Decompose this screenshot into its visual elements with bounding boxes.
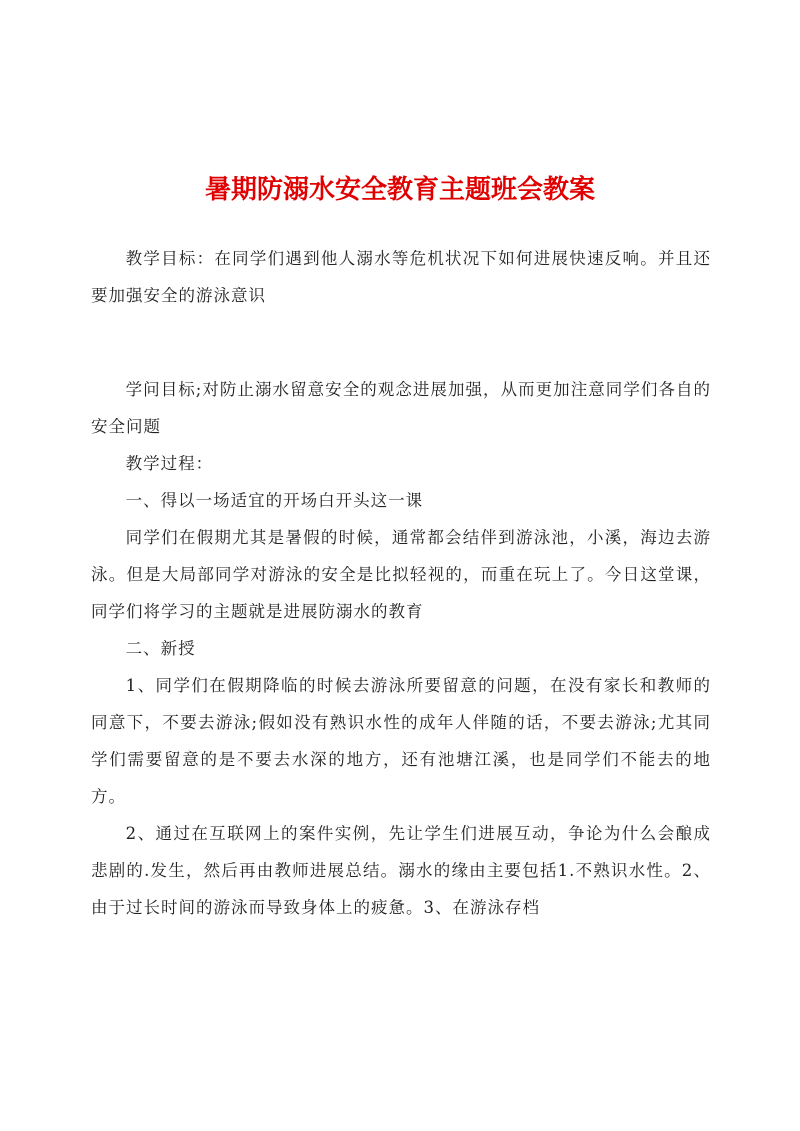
paragraph-knowledge-goal: 学问目标;对防止溺水留意安全的观念进展加强，从而更加注意同学们各自的安全问题: [91, 380, 711, 436]
paragraph-item-one: 1、同学们在假期降临的时候去游泳所要留意的问题，在没有家长和教师的同意下，不要去游泳;假如没有熟识水性的成年人伴随的话，不要去游泳;尤其同学们需要留意的是不要去水深的地方，还有池塘江溪，也是同学们不能去的地方。: [91, 676, 711, 806]
paragraph-section-one-heading: 一、得以一场适宜的开场白开头这一课: [125, 491, 424, 510]
paragraph-section-one-body: 同学们在假期尤其是暑假的时候，通常都会结伴到游泳池，小溪，海边去游泳。但是大局部同学对游泳的安全是比拟轻视的，而重在玩上了。今日这堂课，同学们将学习的主题就是进展防溺水的教育: [91, 528, 711, 621]
paragraph-teaching-goal: 教学目标：在同学们遇到他人溺水等危机状况下如何进展快速反响。并且还要加强安全的游泳意识: [91, 249, 711, 305]
paragraph-section-two-heading: 二、新授: [125, 639, 196, 658]
paragraph-item-two: 2、通过在互联网上的案件实例，先让学生们进展互动，争论为什么会酿成悲剧的.发生，然后再由教师进展总结。溺水的缘由主要包括1.不熟识水性。2、由于过长时间的游泳而导致身体上的疲惫。3、在游泳存档: [91, 824, 711, 917]
document-body: [91, 240, 711, 926]
paragraph-spacer: [91, 314, 711, 371]
paragraph-process-heading: 教学过程：: [125, 454, 214, 473]
document-title: 暑期防溺水安全教育主题班会教案: [204, 175, 595, 205]
